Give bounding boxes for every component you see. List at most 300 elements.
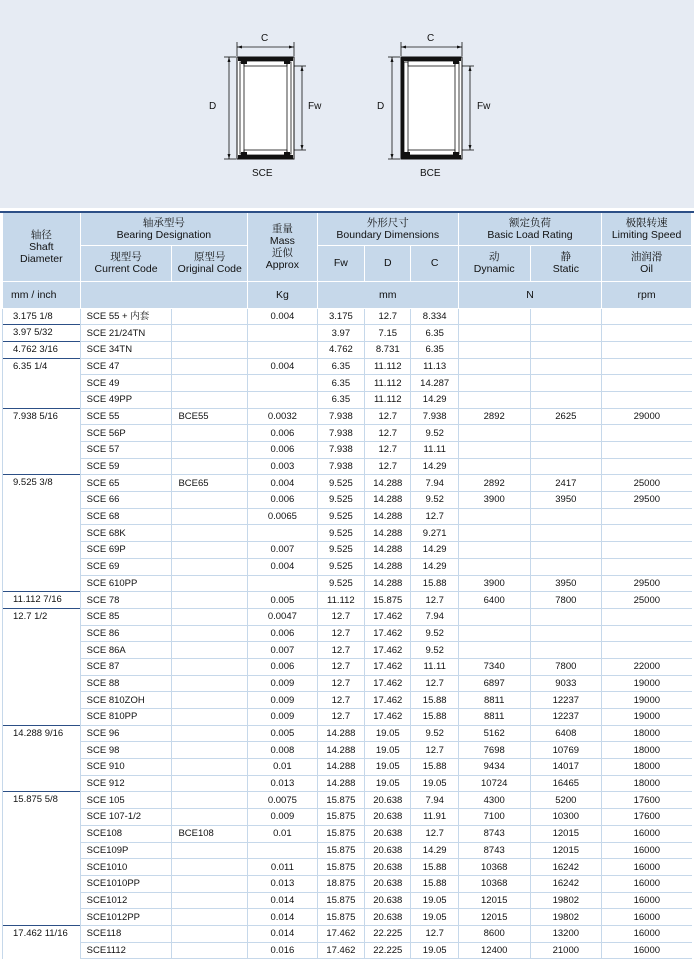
mass-cell: 0.0075 — [248, 792, 318, 809]
mass-cell: 0.009 — [248, 692, 318, 709]
header-oil: 油润滑 Oil — [602, 245, 692, 281]
unit-load: N — [458, 281, 601, 308]
mass-cell: 0.007 — [248, 542, 318, 559]
shaft-diameter-cell: 3.175 1/8 — [3, 308, 81, 325]
fw-cell: 12.7 — [317, 625, 364, 642]
c-cell: 14.29 — [411, 842, 458, 859]
original-code-cell — [172, 575, 248, 592]
static-cell — [530, 642, 602, 659]
table-row — [3, 775, 692, 792]
fw-cell: 9.525 — [317, 542, 364, 559]
current-code-cell: SCE 96 — [80, 725, 172, 742]
dynamic-cell: 6400 — [458, 592, 530, 609]
table-row — [3, 759, 692, 776]
c-cell: 15.88 — [411, 875, 458, 892]
c-cell: 12.7 — [411, 592, 458, 609]
oil-cell: 25000 — [602, 592, 692, 609]
static-cell — [530, 508, 602, 525]
current-code-cell: SCE 98 — [80, 742, 172, 759]
original-code-cell — [172, 592, 248, 609]
oil-cell: 18000 — [602, 775, 692, 792]
sce-fw-label: Fw — [308, 101, 322, 112]
table-row — [3, 558, 692, 575]
table-row — [3, 625, 692, 642]
mass-cell — [248, 525, 318, 542]
fw-cell: 14.288 — [317, 725, 364, 742]
fw-cell: 18.875 — [317, 875, 364, 892]
dynamic-cell: 2892 — [458, 408, 530, 425]
dynamic-cell — [458, 542, 530, 559]
bce-c-label: C — [427, 33, 435, 44]
d-cell: 19.05 — [365, 775, 411, 792]
unit-speed: rpm — [602, 281, 692, 308]
table-row — [3, 425, 692, 442]
original-code-cell — [172, 809, 248, 826]
original-code-cell — [172, 341, 248, 358]
original-code-cell — [172, 458, 248, 475]
dynamic-cell: 8743 — [458, 842, 530, 859]
dynamic-cell — [458, 608, 530, 625]
oil-cell: 19000 — [602, 675, 692, 692]
sce-c-label: C — [261, 33, 269, 44]
fw-cell: 14.288 — [317, 775, 364, 792]
original-code-cell — [172, 942, 248, 959]
dynamic-cell: 3900 — [458, 575, 530, 592]
table-row — [3, 341, 692, 358]
dynamic-cell — [458, 458, 530, 475]
d-cell: 12.7 — [365, 308, 411, 325]
mass-cell: 0.006 — [248, 625, 318, 642]
original-code-cell — [172, 391, 248, 408]
shaft-diameter-cell: 12.7 1/2 — [3, 608, 81, 725]
dynamic-cell — [458, 425, 530, 442]
bce-drawing — [388, 42, 474, 159]
static-cell: 16465 — [530, 775, 602, 792]
mass-cell — [248, 341, 318, 358]
oil-cell: 16000 — [602, 875, 692, 892]
c-cell: 11.91 — [411, 809, 458, 826]
header-original-code: 原型号 Original Code — [172, 245, 248, 281]
mass-cell: 0.01 — [248, 759, 318, 776]
header-d: D — [365, 245, 411, 281]
table-row — [3, 725, 692, 742]
dynamic-cell — [458, 508, 530, 525]
c-cell: 15.88 — [411, 692, 458, 709]
d-cell: 17.462 — [365, 658, 411, 675]
mass-cell — [248, 375, 318, 392]
original-code-cell — [172, 525, 248, 542]
table-row — [3, 592, 692, 609]
c-cell: 19.05 — [411, 909, 458, 926]
c-cell: 7.938 — [411, 408, 458, 425]
d-cell: 20.638 — [365, 825, 411, 842]
fw-cell: 7.938 — [317, 408, 364, 425]
mass-cell — [248, 325, 318, 342]
header-mass: 重量 Mass 近似 Approx — [248, 213, 318, 281]
fw-cell: 9.525 — [317, 558, 364, 575]
table-row — [3, 709, 692, 726]
original-code-cell — [172, 542, 248, 559]
original-code-cell — [172, 425, 248, 442]
current-code-cell: SCE1010 — [80, 859, 172, 876]
oil-cell: 18000 — [602, 742, 692, 759]
table-row — [3, 825, 692, 842]
oil-cell: 18000 — [602, 759, 692, 776]
current-code-cell: SCE 810ZOH — [80, 692, 172, 709]
oil-cell: 16000 — [602, 842, 692, 859]
static-cell — [530, 525, 602, 542]
d-cell: 17.462 — [365, 642, 411, 659]
c-cell: 14.287 — [411, 375, 458, 392]
shaft-diameter-cell: 4.762 3/16 — [3, 341, 81, 358]
d-cell: 14.288 — [365, 575, 411, 592]
oil-cell: 16000 — [602, 942, 692, 959]
original-code-cell — [172, 892, 248, 909]
table-row — [3, 608, 692, 625]
current-code-cell: SCE1012 — [80, 892, 172, 909]
c-cell: 9.271 — [411, 525, 458, 542]
mass-cell: 0.016 — [248, 942, 318, 959]
mass-cell: 0.014 — [248, 925, 318, 942]
c-cell: 15.88 — [411, 859, 458, 876]
table-row — [3, 492, 692, 509]
dynamic-cell: 8600 — [458, 925, 530, 942]
fw-cell: 7.938 — [317, 425, 364, 442]
oil-cell — [602, 608, 692, 625]
dynamic-cell: 8743 — [458, 825, 530, 842]
table-body — [3, 308, 692, 959]
c-cell: 11.13 — [411, 358, 458, 375]
d-cell: 17.462 — [365, 625, 411, 642]
current-code-cell: SCE 68 — [80, 508, 172, 525]
static-cell — [530, 608, 602, 625]
mass-cell: 0.006 — [248, 492, 318, 509]
dynamic-cell: 12015 — [458, 909, 530, 926]
table-row — [3, 842, 692, 859]
static-cell: 13200 — [530, 925, 602, 942]
fw-cell: 4.762 — [317, 341, 364, 358]
dynamic-cell — [458, 325, 530, 342]
table-row — [3, 792, 692, 809]
static-cell: 10300 — [530, 809, 602, 826]
header-dimensions: 外形尺寸 Boundary Dimensions — [317, 213, 458, 245]
original-code-cell — [172, 608, 248, 625]
bearing-table — [2, 213, 692, 959]
fw-cell: 15.875 — [317, 842, 364, 859]
fw-cell: 15.875 — [317, 892, 364, 909]
dynamic-cell: 3900 — [458, 492, 530, 509]
c-cell: 7.94 — [411, 608, 458, 625]
fw-cell: 15.875 — [317, 825, 364, 842]
original-code-cell — [172, 909, 248, 926]
original-code-cell — [172, 625, 248, 642]
shaft-diameter-cell: 7.938 5/16 — [3, 408, 81, 475]
header-load-rating: 额定负荷 Basic Load Rating — [458, 213, 601, 245]
header-designation: 轴承型号 Bearing Designation — [80, 213, 247, 245]
d-cell: 20.638 — [365, 909, 411, 926]
c-cell: 9.52 — [411, 625, 458, 642]
c-cell: 9.52 — [411, 425, 458, 442]
dynamic-cell — [458, 625, 530, 642]
original-code-cell — [172, 925, 248, 942]
c-cell: 12.7 — [411, 508, 458, 525]
original-code-cell — [172, 742, 248, 759]
static-cell: 12015 — [530, 842, 602, 859]
dynamic-cell: 10368 — [458, 875, 530, 892]
header-shaft: 轴径 Shaft Diameter — [3, 213, 81, 281]
c-cell: 15.88 — [411, 759, 458, 776]
dynamic-cell: 8811 — [458, 709, 530, 726]
mass-cell: 0.007 — [248, 642, 318, 659]
d-cell: 20.638 — [365, 842, 411, 859]
oil-cell: 16000 — [602, 859, 692, 876]
oil-cell — [602, 625, 692, 642]
mass-cell: 0.004 — [248, 308, 318, 325]
dynamic-cell — [458, 391, 530, 408]
static-cell: 19802 — [530, 909, 602, 926]
c-cell: 12.7 — [411, 675, 458, 692]
current-code-cell: SCE 59 — [80, 458, 172, 475]
shaft-diameter-cell: 17.462 11/16 — [3, 925, 81, 958]
d-cell: 12.7 — [365, 458, 411, 475]
c-cell: 14.29 — [411, 458, 458, 475]
oil-cell: 22000 — [602, 658, 692, 675]
static-cell: 19802 — [530, 892, 602, 909]
original-code-cell — [172, 775, 248, 792]
d-cell: 12.7 — [365, 442, 411, 459]
table-row — [3, 358, 692, 375]
current-code-cell: SCE 21/24TN — [80, 325, 172, 342]
mass-cell: 0.006 — [248, 658, 318, 675]
static-cell — [530, 425, 602, 442]
table-row — [3, 925, 692, 942]
current-code-cell: SCE 69P — [80, 542, 172, 559]
table-row — [3, 875, 692, 892]
dynamic-cell: 4300 — [458, 792, 530, 809]
mass-cell: 0.014 — [248, 909, 318, 926]
current-code-cell: SCE 86 — [80, 625, 172, 642]
table-row — [3, 575, 692, 592]
dynamic-cell: 6897 — [458, 675, 530, 692]
current-code-cell: SCE 47 — [80, 358, 172, 375]
table-row — [3, 475, 692, 492]
current-code-cell: SCE 88 — [80, 675, 172, 692]
original-code-cell: BCE55 — [172, 408, 248, 425]
dynamic-cell: 7340 — [458, 658, 530, 675]
table-row — [3, 675, 692, 692]
mass-cell: 0.009 — [248, 709, 318, 726]
original-code-cell — [172, 642, 248, 659]
c-cell: 9.52 — [411, 725, 458, 742]
fw-cell: 15.875 — [317, 792, 364, 809]
static-cell: 16242 — [530, 875, 602, 892]
original-code-cell — [172, 325, 248, 342]
mass-cell: 0.013 — [248, 875, 318, 892]
mass-cell: 0.009 — [248, 675, 318, 692]
header-static: 静 Static — [530, 245, 602, 281]
oil-cell — [602, 642, 692, 659]
static-cell — [530, 375, 602, 392]
static-cell: 7800 — [530, 592, 602, 609]
shaft-diameter-cell: 3.97 5/32 — [3, 325, 81, 342]
static-cell — [530, 442, 602, 459]
original-code-cell — [172, 358, 248, 375]
d-cell: 19.05 — [365, 759, 411, 776]
mass-cell: 0.005 — [248, 592, 318, 609]
fw-cell: 9.525 — [317, 575, 364, 592]
c-cell: 19.05 — [411, 775, 458, 792]
original-code-cell — [172, 675, 248, 692]
mass-cell: 0.0065 — [248, 508, 318, 525]
table-row — [3, 308, 692, 325]
current-code-cell: SCE 912 — [80, 775, 172, 792]
oil-cell: 25000 — [602, 475, 692, 492]
dynamic-cell — [458, 358, 530, 375]
sce-d-label: D — [209, 101, 217, 112]
oil-cell — [602, 442, 692, 459]
table-row — [3, 809, 692, 826]
fw-cell: 9.525 — [317, 475, 364, 492]
c-cell: 14.29 — [411, 558, 458, 575]
c-cell: 6.35 — [411, 325, 458, 342]
d-cell: 20.638 — [365, 859, 411, 876]
c-cell: 12.7 — [411, 742, 458, 759]
fw-cell: 15.875 — [317, 809, 364, 826]
d-cell: 15.875 — [365, 592, 411, 609]
oil-cell: 29500 — [602, 492, 692, 509]
original-code-cell: BCE65 — [172, 475, 248, 492]
mass-cell: 0.006 — [248, 442, 318, 459]
current-code-cell: SCE 49PP — [80, 391, 172, 408]
fw-cell: 12.7 — [317, 692, 364, 709]
d-cell: 14.288 — [365, 492, 411, 509]
c-cell: 7.94 — [411, 792, 458, 809]
d-cell: 14.288 — [365, 558, 411, 575]
current-code-cell: SCE 65 — [80, 475, 172, 492]
oil-cell — [602, 325, 692, 342]
d-cell: 14.288 — [365, 475, 411, 492]
dynamic-cell — [458, 375, 530, 392]
current-code-cell: SCE1112 — [80, 942, 172, 959]
oil-cell — [602, 425, 692, 442]
static-cell — [530, 341, 602, 358]
table-row — [3, 892, 692, 909]
original-code-cell — [172, 759, 248, 776]
d-cell: 7.15 — [365, 325, 411, 342]
static-cell: 6408 — [530, 725, 602, 742]
shaft-diameter-cell: 9.525 3/8 — [3, 475, 81, 592]
d-cell: 12.7 — [365, 408, 411, 425]
oil-cell — [602, 558, 692, 575]
mass-cell: 0.004 — [248, 558, 318, 575]
original-code-cell — [172, 442, 248, 459]
c-cell: 9.52 — [411, 642, 458, 659]
unit-mass: Kg — [248, 281, 318, 308]
table-row — [3, 391, 692, 408]
c-cell: 6.35 — [411, 341, 458, 358]
fw-cell: 12.7 — [317, 709, 364, 726]
oil-cell: 16000 — [602, 925, 692, 942]
static-cell — [530, 458, 602, 475]
fw-cell: 6.35 — [317, 391, 364, 408]
current-code-cell: SCE 55 — [80, 408, 172, 425]
fw-cell: 9.525 — [317, 492, 364, 509]
mass-cell: 0.0032 — [248, 408, 318, 425]
current-code-cell: SCE 34TN — [80, 341, 172, 358]
current-code-cell: SCE 87 — [80, 658, 172, 675]
dynamic-cell: 9434 — [458, 759, 530, 776]
mass-cell: 0.014 — [248, 892, 318, 909]
table-row — [3, 692, 692, 709]
bearing-drawings — [0, 0, 694, 208]
oil-cell — [602, 358, 692, 375]
fw-cell: 9.525 — [317, 525, 364, 542]
static-cell: 7800 — [530, 658, 602, 675]
d-cell: 11.112 — [365, 375, 411, 392]
d-cell: 20.638 — [365, 892, 411, 909]
mass-cell: 0.011 — [248, 859, 318, 876]
original-code-cell — [172, 492, 248, 509]
original-code-cell — [172, 508, 248, 525]
dynamic-cell: 7698 — [458, 742, 530, 759]
dynamic-cell: 8811 — [458, 692, 530, 709]
static-cell: 9033 — [530, 675, 602, 692]
fw-cell: 7.938 — [317, 458, 364, 475]
original-code-cell — [172, 725, 248, 742]
fw-cell: 14.288 — [317, 742, 364, 759]
fw-cell: 3.97 — [317, 325, 364, 342]
shaft-diameter-cell: 14.288 9/16 — [3, 725, 81, 792]
header-c: C — [411, 245, 458, 281]
dynamic-cell — [458, 442, 530, 459]
oil-cell — [602, 391, 692, 408]
d-cell: 11.112 — [365, 358, 411, 375]
current-code-cell: SCE1012PP — [80, 909, 172, 926]
dynamic-cell: 2892 — [458, 475, 530, 492]
d-cell: 11.112 — [365, 391, 411, 408]
static-cell: 12237 — [530, 709, 602, 726]
original-code-cell — [172, 375, 248, 392]
table-row — [3, 742, 692, 759]
current-code-cell: SCE 910 — [80, 759, 172, 776]
original-code-cell: BCE108 — [172, 825, 248, 842]
static-cell: 3950 — [530, 492, 602, 509]
current-code-cell: SCE 85 — [80, 608, 172, 625]
unit-designation — [80, 281, 247, 308]
oil-cell — [602, 458, 692, 475]
sce-name-label: SCE — [252, 168, 273, 179]
table-row — [3, 859, 692, 876]
static-cell: 2625 — [530, 408, 602, 425]
d-cell: 19.05 — [365, 725, 411, 742]
mass-cell: 0.003 — [248, 458, 318, 475]
original-code-cell — [172, 558, 248, 575]
dynamic-cell: 7100 — [458, 809, 530, 826]
mass-cell: 0.013 — [248, 775, 318, 792]
mass-cell — [248, 842, 318, 859]
mass-cell: 0.01 — [248, 825, 318, 842]
current-code-cell: SCE 49 — [80, 375, 172, 392]
current-code-cell: SCE 66 — [80, 492, 172, 509]
d-cell: 19.05 — [365, 742, 411, 759]
shaft-diameter-cell: 11.112 7/16 — [3, 592, 81, 609]
table-row — [3, 408, 692, 425]
fw-cell: 7.938 — [317, 442, 364, 459]
header-dynamic: 动 Dynamic — [458, 245, 530, 281]
mass-cell: 0.005 — [248, 725, 318, 742]
table-row — [3, 458, 692, 475]
c-cell: 8.334 — [411, 308, 458, 325]
